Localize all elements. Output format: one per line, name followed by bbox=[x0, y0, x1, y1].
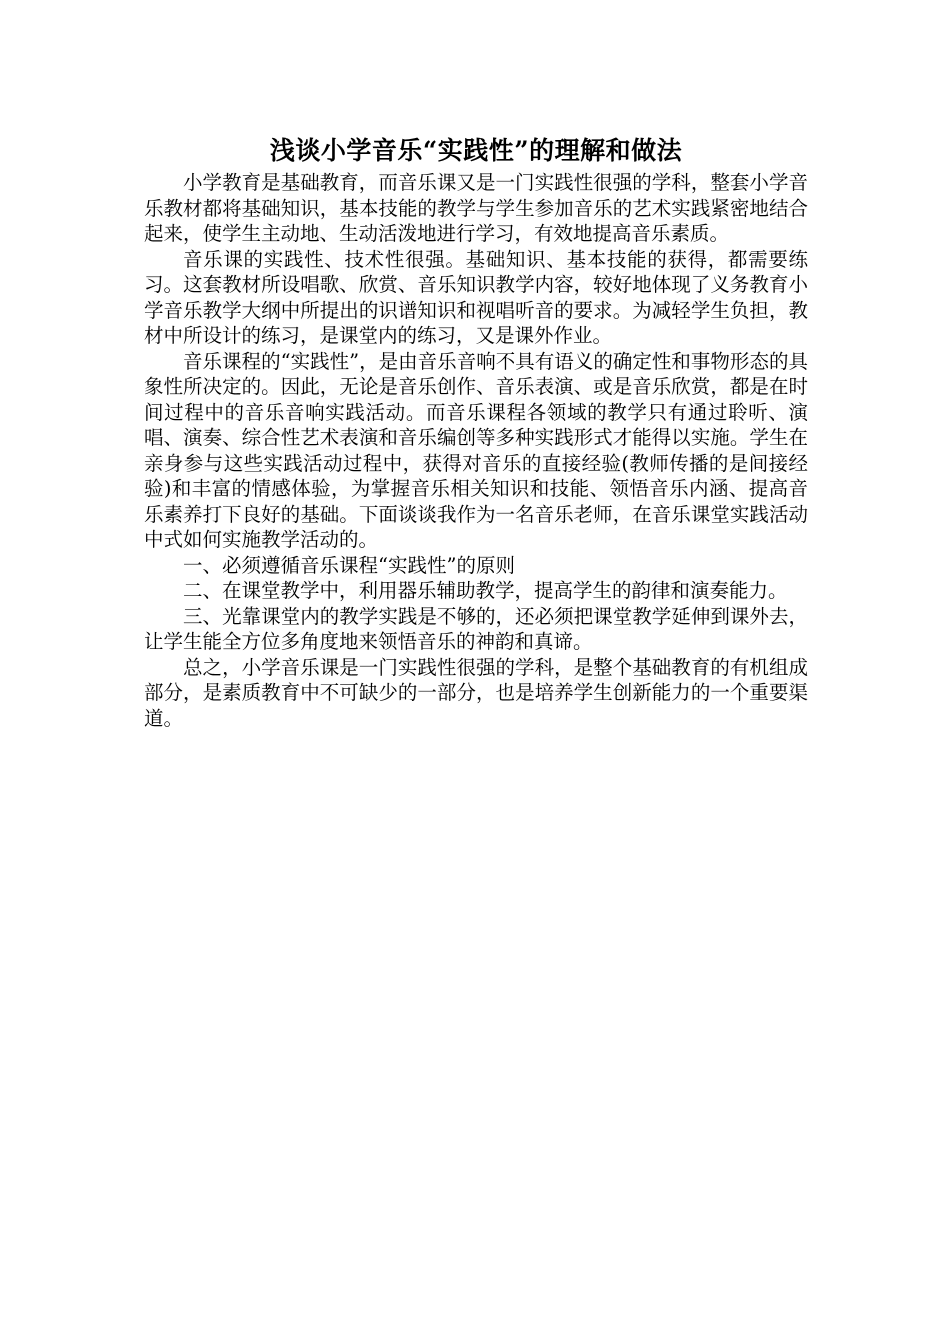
paragraph-conclusion: 总之，小学音乐课是一门实践性很强的学科，是整个基础教育的有机组成部分，是素质教育中不可缺少的一部分，也是培养学生创新能力的一个重要渠道。 bbox=[144, 655, 808, 730]
paragraph-point-one: 一、必须遵循音乐课程“实践性”的原则 bbox=[183, 553, 515, 577]
document-title: 浅谈小学音乐“实践性”的理解和做法 bbox=[269, 136, 683, 165]
paragraph-course-nature: 音乐课程的“实践性”，是由音乐音响不具有语义的确定性和事物形态的具象性所决定的。因此，无论是音乐创作、音乐表演、或是音乐欣赏，都是在时间过程中的音乐音响实践活动。而音乐课程各领域的教学只有通过聆听、演唱、演奏、综合性艺术表演和音乐编创等多种实践形式才能得以实施。学生在亲身参与这些实践活动过程中，获得对音乐的直接经验(教师传播的是间接经验)和丰富的情感体验，为掌握音乐相关知识和技能、领悟音乐内涵、提高音乐素养打下良好的基础。下面谈谈我作为一名音乐老师，在音乐课堂实践活动中式如何实施教学活动的。 bbox=[144, 349, 808, 551]
paragraph-intro: 小学教育是基础教育，而音乐课又是一门实践性很强的学科，整套小学音乐教材都将基础知识，基本技能的教学与学生参加音乐的艺术实践紧密地结合起来，使学生主动地、生动活泼地进行学习，有效地提高音乐素质。 bbox=[144, 171, 808, 245]
document-body bbox=[144, 132, 808, 731]
paragraph-point-three: 三、光靠课堂内的教学实践是不够的，还必须把课堂教学延伸到课外去，让学生能全方位多角度地来领悟音乐的神韵和真谛。 bbox=[144, 604, 808, 653]
paragraph-practicality: 音乐课的实践性、技术性很强。基础知识、基本技能的获得，都需要练习。这套教材所设唱歌、欣赏、音乐知识教学内容，较好地体现了义务教育小学音乐教学大纲中所提出的识谱知识和视唱听音的要求。为减轻学生负担，教材中所设计的练习，是课堂内的练习，又是课外作业。 bbox=[144, 247, 808, 347]
paragraph-point-two: 二、在课堂教学中，利用器乐辅助教学，提高学生的韵律和演奏能力。 bbox=[183, 579, 788, 602]
